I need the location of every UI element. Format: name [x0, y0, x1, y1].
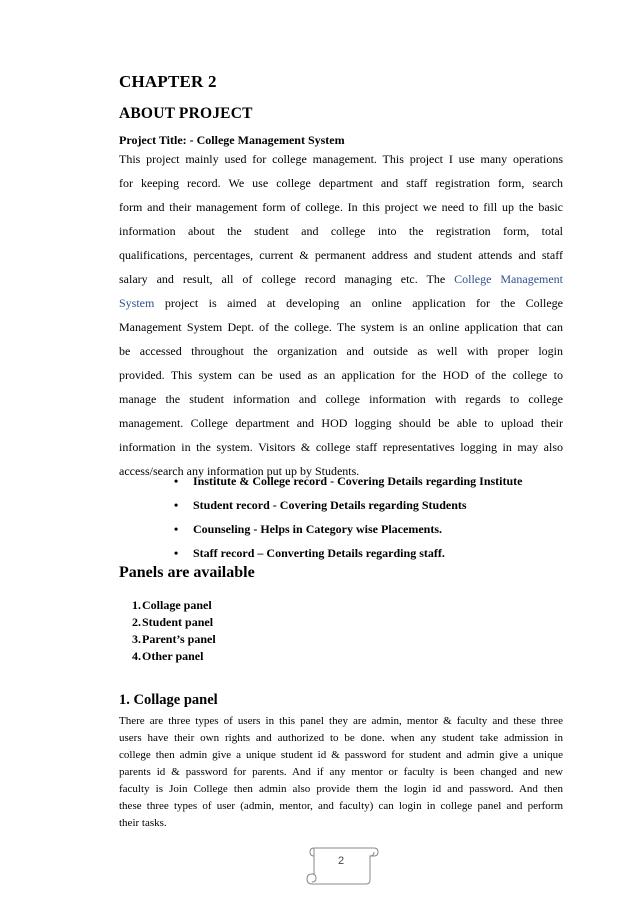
paragraph-line: access/search any information put up by Students.: [119, 464, 360, 478]
paragraph-text: project is aimed at developing an online application for the College: [164, 296, 563, 310]
college-management-link[interactable]: College Management: [454, 272, 563, 286]
bullet-icon: •: [174, 546, 179, 560]
paragraph-line: management. College department and HOD logging should be able to upload their: [119, 416, 563, 430]
paragraph-line: college then admin give a unique student id & password for student and admin give a unique: [119, 749, 563, 761]
paragraph-line: This project mainly used for college management. This project I use many operations: [119, 152, 563, 166]
paragraph-line: [119, 295, 563, 311]
bullet-icon: •: [174, 474, 179, 488]
bullet-icon: •: [174, 498, 179, 512]
paragraph-line: There are three types of users in this panel they are admin, mentor & faculty and these three: [119, 715, 563, 727]
paragraph-line: their tasks.: [119, 817, 167, 829]
page-number: 2: [337, 855, 345, 867]
bullet-icon: •: [174, 522, 179, 536]
document-page: CHAPTER 2 ABOUT PROJECT Project Title: - College Management System This project mainly used for college management. This project I use many operations for keeping record. We use college department and staff registration form, search form and their management form of college. In this project we need to fill up the basic information about the student and college into the registration form, total qualifications, percentages, current & permanent address and student attends and staff salary and result, all of college record managing etc. The College Management System project is aimed at developing an online application for the College Management System Dept. of the college. The system is an online application that can be accessed throughout the organization and outside as well with proper login provided. This system can be used as an application for the HOD of the college to manage the student information and college information with regards to college management. College department and HOD logging should be able to upload their information in the system. Visitors & college staff representatives logging in may also access/search any information put up by Students. • Institute & College record - Covering Details regarding Institute • Student record - Covering Details regarding Students • Counseling - Helps in Category wise Placements. • Staff record – Converting Details regarding staff. Panels are available 1. Collage panel 2. Student panel 3. Parent’s panel 4. Other panel 1. Collage panel There are three types of users in this panel they are admin, mentor & faculty and these three users have their own rights and authorized to be done. when any student take admission in college then admin give a unique student id & password for student and admin give a unique parents id & password for parents. And if any mentor or faculty is been changed and new faculty is Join College then admin also provide them the login id and password. And then these three types of user (admin, mentor, and faculty) can login in college panel and perform their tasks. 2: [0, 0, 638, 902]
paragraph-line: form and their management form of college. In this project we need to fill up the basic: [119, 200, 563, 214]
paragraph-text: salary and result, all of college record managing etc. The: [119, 272, 446, 286]
paragraph-line: manage the student information and college information with regards to college: [119, 392, 563, 406]
paragraph-line: qualifications, percentages, current & permanent address and student attends and staff: [119, 248, 563, 262]
paragraph-line: information about the student and college into the registration form, total: [119, 224, 563, 238]
paragraph-line: users have their own rights and authorized to be done. when any student take admission in: [119, 732, 563, 744]
paragraph-line: Management System Dept. of the college. The system is an online application that can: [119, 320, 563, 334]
collage-panel-heading: 1. Collage panel: [119, 692, 218, 708]
paragraph-line: these three types of user (admin, mentor, and faculty) can login in college panel and perform: [119, 800, 563, 812]
system-link[interactable]: System: [119, 296, 155, 310]
paragraph-line: parents id & password for parents. And if any mentor or faculty is been changed and new: [119, 766, 563, 778]
paragraph-line: be accessed throughout the organization and outside as well with proper login: [119, 344, 563, 358]
section-heading: ABOUT PROJECT: [119, 105, 253, 122]
paragraph-line: provided. This system can be used as an application for the HOD of the college to: [119, 368, 563, 382]
paragraph-line: for keeping record. We use college department and staff registration form, search: [119, 176, 563, 190]
paragraph-line: [119, 271, 563, 287]
paragraph-line: faculty is Join College then admin also provide them the login id and password. And then: [119, 783, 563, 795]
project-title: Project Title: - College Management System: [119, 133, 345, 147]
panels-heading: Panels are available: [119, 564, 255, 581]
chapter-heading: CHAPTER 2: [119, 72, 217, 91]
paragraph-line: information in the system. Visitors & college staff representatives logging in may also: [119, 440, 563, 454]
